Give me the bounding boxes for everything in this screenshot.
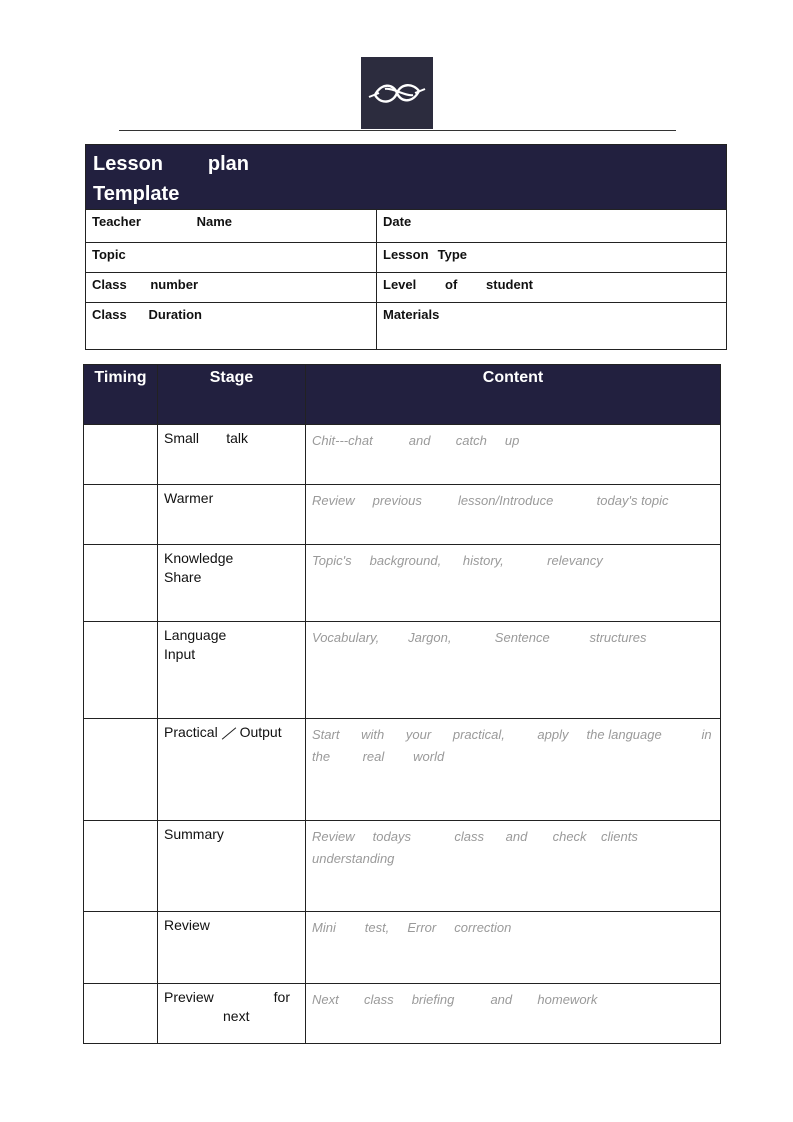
content-cell[interactable]: Review todays class and check clients understanding xyxy=(306,821,721,912)
lesson-plan-table xyxy=(83,364,748,1044)
stage-cell xyxy=(158,545,306,622)
logo xyxy=(361,57,433,129)
stage-cell xyxy=(158,719,306,821)
field-label: Lesson xyxy=(383,247,429,262)
date-field[interactable] xyxy=(377,210,727,243)
stage-label: Output xyxy=(239,724,282,740)
slash-divider-icon xyxy=(220,726,234,741)
stage-label: for xyxy=(273,989,290,1005)
title-word: Lesson xyxy=(93,153,164,175)
field-label: number xyxy=(150,277,198,292)
timing-cell[interactable] xyxy=(84,545,158,622)
title-word: plan xyxy=(207,153,249,175)
stage-cell xyxy=(158,984,306,1044)
stage-label: next xyxy=(223,1008,250,1024)
stage-label: Language xyxy=(164,627,227,643)
content-cell[interactable]: Topic's background, history, relevancy xyxy=(306,545,721,622)
teacher-name-field[interactable] xyxy=(86,210,377,243)
field-label: of xyxy=(445,277,458,292)
field-label: Level xyxy=(383,277,417,292)
field-label: Duration xyxy=(148,307,202,322)
field-label: Topic xyxy=(92,247,126,262)
stage-label: Knowledge xyxy=(164,550,234,566)
table-row xyxy=(84,719,721,821)
table-row xyxy=(84,622,721,719)
stage-cell xyxy=(158,425,306,485)
field-label: Class xyxy=(92,307,127,322)
table-header-row xyxy=(84,365,721,425)
timing-cell[interactable] xyxy=(84,821,158,912)
header-divider xyxy=(119,130,676,131)
stage-label: Preview xyxy=(164,989,214,1005)
table-row xyxy=(84,912,721,984)
field-label: Class xyxy=(92,277,127,292)
materials-field[interactable] xyxy=(377,303,727,350)
content-cell[interactable]: Vocabulary, Jargon, Sentence structures xyxy=(306,622,721,719)
field-label: Date xyxy=(383,214,412,229)
table-row xyxy=(84,821,721,912)
table-row xyxy=(84,545,721,622)
stage-label: Practical xyxy=(164,724,218,740)
timing-cell[interactable] xyxy=(84,425,158,485)
table-row xyxy=(84,425,721,485)
timing-cell[interactable] xyxy=(84,622,158,719)
stage-cell: Review xyxy=(158,912,306,984)
timing-cell[interactable] xyxy=(84,912,158,984)
stage-cell: Summary xyxy=(158,821,306,912)
field-label: Teacher xyxy=(92,214,141,229)
timing-cell[interactable] xyxy=(84,984,158,1044)
timing-cell[interactable] xyxy=(84,485,158,545)
table-row xyxy=(84,485,721,545)
stage-label: Input xyxy=(164,646,196,662)
stage-cell: Warmer xyxy=(158,485,306,545)
stage-header: Stage xyxy=(158,365,306,425)
lesson-type-field[interactable] xyxy=(377,243,727,273)
stage-label: Share xyxy=(164,569,202,585)
field-label: Type xyxy=(437,247,467,262)
content-cell[interactable]: Chit---chat and catch up xyxy=(306,425,721,485)
timing-cell[interactable] xyxy=(84,719,158,821)
title-row xyxy=(86,145,727,210)
title-word: Template xyxy=(93,183,180,205)
class-number-field[interactable] xyxy=(86,273,377,303)
field-label: Name xyxy=(196,214,232,229)
stage-label: Small xyxy=(164,430,200,446)
content-cell[interactable]: Mini test, Error correction xyxy=(306,912,721,984)
infinity-knot-icon xyxy=(361,57,433,129)
table-row xyxy=(84,984,721,1044)
page-title xyxy=(86,145,727,210)
class-duration-field[interactable] xyxy=(86,303,377,350)
content-cell[interactable]: Review previous lesson/Introduce today's topic xyxy=(306,485,721,545)
content-cell[interactable]: Next class briefing and homework xyxy=(306,984,721,1044)
stage-label: talk xyxy=(226,430,248,446)
field-label: student xyxy=(486,277,533,292)
content-header: Content xyxy=(306,365,721,425)
timing-header: Timing xyxy=(84,365,158,425)
level-of-student-field[interactable] xyxy=(377,273,727,303)
lesson-info-table xyxy=(85,144,727,350)
field-label: Materials xyxy=(383,307,440,322)
content-cell[interactable]: Start with your practical, apply the language in the real world xyxy=(306,719,721,821)
topic-field[interactable] xyxy=(86,243,377,273)
stage-cell xyxy=(158,622,306,719)
